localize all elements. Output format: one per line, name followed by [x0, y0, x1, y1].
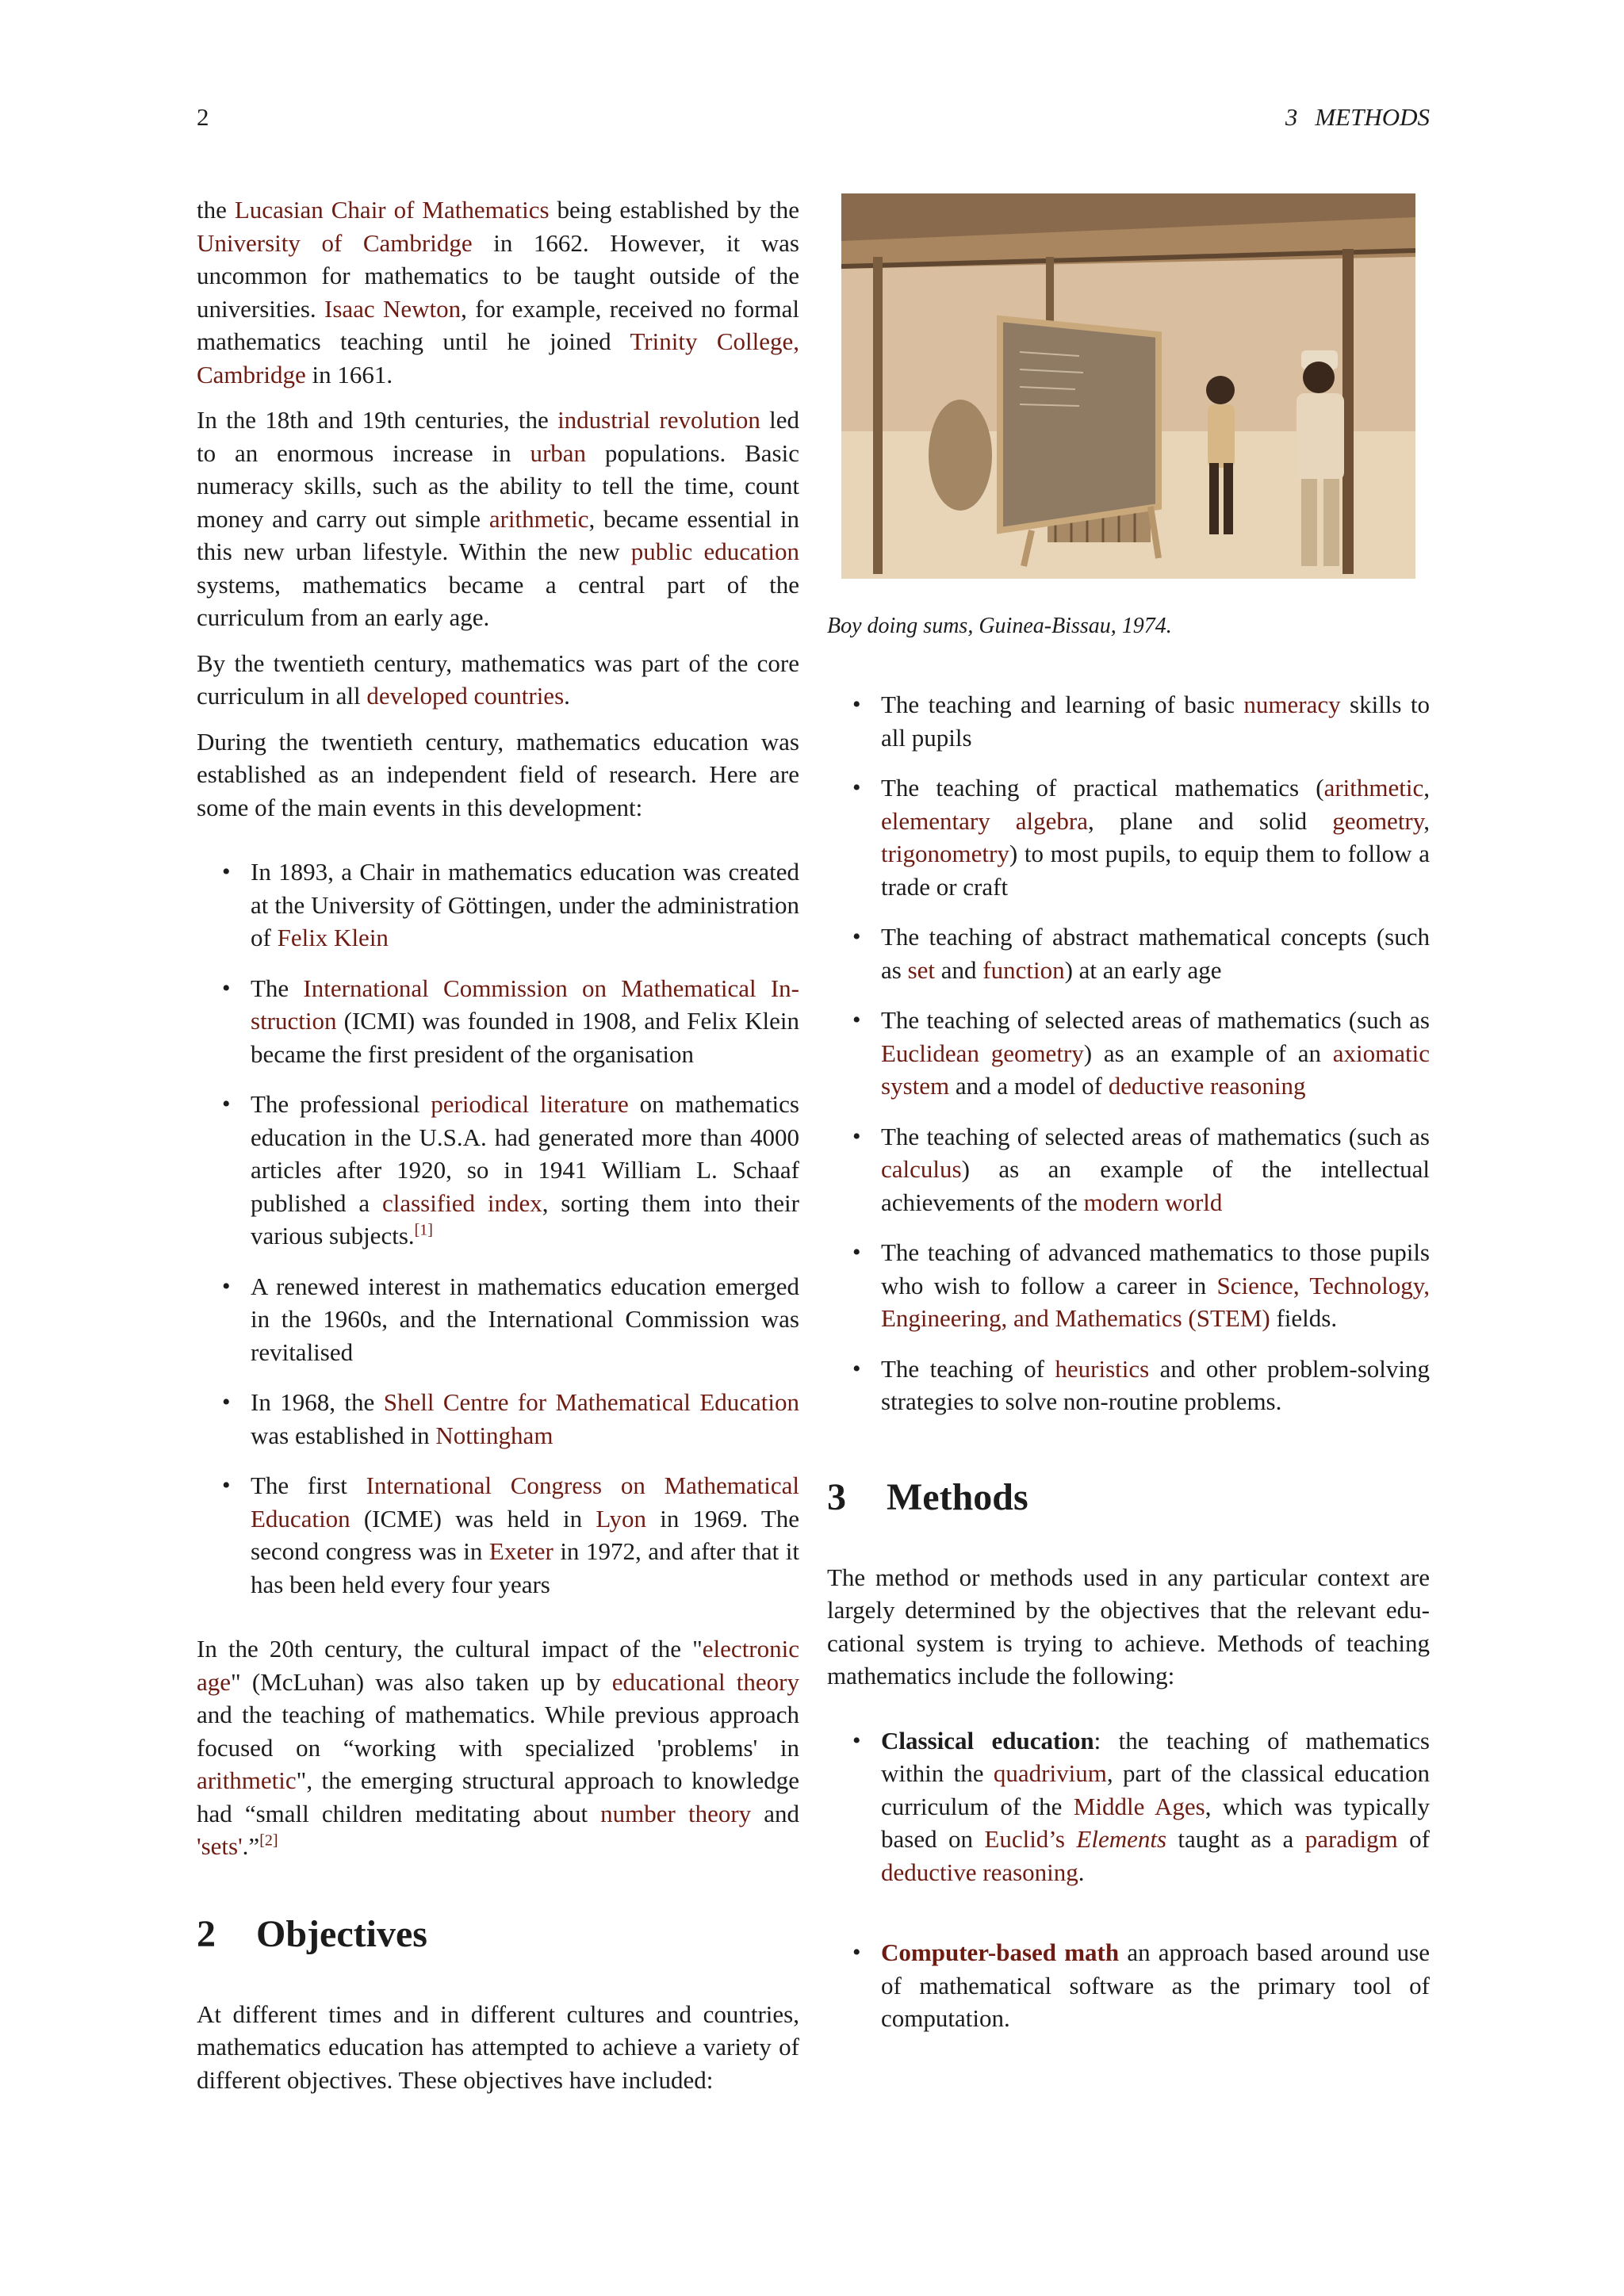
text: The teaching of abstract mathematical concepts (such as — [881, 923, 1430, 984]
link-computer-based-math[interactable]: Computer-based math — [881, 1938, 1120, 1966]
section-number: 3 — [827, 1475, 846, 1518]
link-stem[interactable]: Science, Technology, Engineering, and Mathematics (STEM) — [881, 1271, 1430, 1332]
link-university-of-cambridge[interactable]: University of Cambridge — [197, 228, 473, 257]
section-title: Objectives — [256, 1912, 427, 1955]
link-public-education[interactable]: public education — [630, 538, 799, 565]
text: was established in — [251, 1421, 436, 1449]
list-item — [251, 1088, 799, 1253]
list-item — [881, 1120, 1430, 1219]
text: ) at an early age — [1064, 955, 1222, 984]
section-heading-methods — [827, 1474, 1430, 1521]
list-item — [251, 1386, 799, 1452]
link-axiomatic-system[interactable]: axiomatic system — [881, 1039, 1430, 1100]
list-item — [251, 855, 799, 955]
text: led to an enormous increase in — [197, 406, 799, 467]
text: By the twentieth century, mathematics was part of the core curriculum in all — [197, 649, 799, 710]
text: and — [935, 955, 983, 984]
list-item — [881, 1353, 1430, 1418]
paragraph-methods-intro: The method or methods used in any particular context are largely determined by the objectives that the relevant educational system is trying to achieve. Methods of teaching mathematics include the following: — [827, 1563, 1430, 1689]
running-header — [1285, 101, 1430, 133]
list-item — [881, 920, 1430, 986]
reference-link[interactable]: [1] — [414, 1221, 433, 1239]
text: ) as an example of the intellectual achievements of the — [881, 1155, 1430, 1216]
list-item — [881, 1936, 1430, 2035]
text: Euclid’s — [984, 1825, 1077, 1853]
text: . — [1078, 1858, 1085, 1886]
link-isaac-newton[interactable]: Isaac Newton — [324, 294, 462, 323]
objectives-list — [827, 688, 1430, 1418]
link-deductive-reasoning[interactable]: deductive reasoning — [1108, 1072, 1306, 1100]
running-header-number: 3 — [1285, 103, 1298, 131]
text: , — [1423, 806, 1430, 835]
link-sets[interactable]: 'sets' — [197, 1832, 243, 1860]
paragraph-electronic-age — [197, 1632, 799, 1863]
text: ", the emerging structural approach to knowledge had “small children meditating about — [197, 1766, 799, 1827]
text: fields. — [1270, 1304, 1338, 1332]
text: systems, mathematics became a central part of the curriculum from an early age. — [197, 570, 799, 631]
text: In 1968, the — [251, 1388, 384, 1416]
link-lyon[interactable]: Lyon — [596, 1504, 647, 1533]
text: taught as a — [1166, 1825, 1305, 1853]
link-trigonometry[interactable]: trigonometry — [881, 840, 1009, 867]
events-list — [197, 855, 799, 1601]
text: The professional — [251, 1090, 431, 1118]
text: in 1662. However, it was uncommon for mathematics to be taught outside of the universities. — [197, 228, 799, 323]
text: The teaching of — [881, 1354, 1055, 1383]
link-periodical-literature[interactable]: periodical literature — [431, 1090, 629, 1118]
link-nottingham[interactable]: Nottingham — [435, 1421, 553, 1449]
link-educational-theory[interactable]: educational theory — [611, 1667, 799, 1696]
text: : the teaching of mathematics within the — [881, 1726, 1430, 1787]
text: A renewed interest in mathematics education emerged in the 1960s, and the International Commission was revitalised — [251, 1272, 799, 1366]
link-set[interactable]: set — [907, 955, 936, 984]
link-icmi[interactable]: International Commission on Mathematical Instruction — [251, 974, 799, 1035]
paragraph-objectives-intro: At different times and in different cultures and countries, mathematics education has attempted to achieve a variety of different objectives. These objectives have included: — [197, 1999, 799, 2094]
link-arithmetic[interactable]: arithmetic — [1323, 774, 1424, 802]
text: The teaching of selected areas of mathematics (such as — [881, 1006, 1430, 1034]
text: (ICME) was held in — [350, 1504, 596, 1533]
text: .” — [242, 1832, 260, 1860]
link-exeter[interactable]: Exeter — [488, 1537, 553, 1565]
text: being established by the — [549, 196, 800, 224]
link-felix-klein[interactable]: Felix Klein — [277, 924, 389, 951]
paragraph-twentieth-century — [197, 647, 799, 713]
link-arithmetic[interactable]: arithmetic — [197, 1766, 297, 1794]
text: in 1661. — [305, 360, 393, 388]
section-heading-objectives — [197, 1911, 799, 1958]
link-euclids-elements[interactable] — [984, 1825, 1166, 1853]
link-function[interactable]: function — [982, 955, 1065, 984]
link-deductive-reasoning[interactable]: deductive reasoning — [881, 1858, 1078, 1886]
list-item — [251, 1270, 799, 1369]
link-number-theory[interactable]: number theory — [600, 1799, 752, 1827]
classroom-illustration — [841, 193, 1415, 579]
text: in 1972, and after that it has been held every four years — [251, 1537, 799, 1598]
link-modern-world[interactable]: modern world — [1083, 1188, 1223, 1216]
link-paradigm[interactable]: paradigm — [1304, 1825, 1398, 1853]
text: skills to all pupils — [881, 691, 1430, 752]
list-item — [881, 771, 1430, 903]
text: The — [251, 974, 304, 1002]
list-item — [251, 972, 799, 1071]
text: ) to most pupils, to equip them to follow a trade or craft — [881, 840, 1430, 901]
link-middle-ages[interactable]: Middle Ages — [1073, 1792, 1205, 1820]
link-electronic-age[interactable]: electronic age — [197, 1635, 799, 1696]
link-classified-index[interactable]: classified index — [381, 1188, 542, 1217]
text: and the teaching of mathematics. While previous approach focused on “working with specialized 'problems' in — [197, 1701, 799, 1762]
list-item — [881, 1724, 1430, 1889]
text: The teaching of practical mathematics ( — [881, 774, 1324, 802]
section-title: Methods — [887, 1475, 1028, 1518]
link-quadrivium[interactable]: quadrivium — [993, 1759, 1107, 1787]
text: , — [1423, 774, 1430, 802]
text: and other problem-solving strategies to solve non-routine problems. — [881, 1354, 1430, 1415]
text: The teaching of advanced mathematics to those pupils who wish to follow a career in — [881, 1238, 1430, 1299]
link-industrial-revolution[interactable]: industrial revolution — [557, 406, 760, 434]
link-urban[interactable]: urban — [530, 438, 587, 467]
link-elementary-algebra[interactable]: elementary algebra — [881, 806, 1088, 835]
text: in 1969. The second congress was in — [251, 1504, 800, 1565]
list-item — [881, 1004, 1430, 1103]
text: the — [197, 196, 235, 224]
list-item — [251, 1469, 799, 1601]
text: In the 20th century, the cultural impact of the " — [197, 1635, 703, 1663]
text: of — [1397, 1825, 1430, 1853]
text: on mathematics education in the U.S.A. had generated more than 4000 articles after 1920, so in 1941 William L. Schaaf published a — [251, 1090, 799, 1217]
link-heuristics[interactable]: heuristics — [1055, 1354, 1150, 1383]
text: and — [751, 1799, 800, 1827]
text: , sorting them into their various subjects. — [251, 1188, 799, 1249]
text: The teaching and learning of basic — [881, 691, 1244, 718]
link-numeracy[interactable]: numeracy — [1243, 691, 1341, 718]
text: populations. Basic numeracy skills, such as the ability to tell the time, count money and carry out simple — [197, 438, 799, 533]
text: In the 18th and 19th centuries, the — [197, 406, 558, 434]
link-developed-countries[interactable]: developed countries — [366, 682, 565, 710]
section-number: 2 — [197, 1912, 216, 1955]
text: , which was typically based on — [881, 1792, 1430, 1853]
link-calculus[interactable]: calculus — [881, 1155, 962, 1183]
link-trinity-college[interactable]: Trinity College, Cambridge — [197, 327, 799, 388]
term-classical-education: Classical education — [881, 1726, 1094, 1755]
paragraph-cambridge — [197, 193, 799, 391]
link-icme[interactable]: International Congress on Mathematical Education — [251, 1471, 799, 1533]
text: The first — [251, 1471, 366, 1499]
text: (ICMI) was founded in 1908, and Felix Klein became the first president of the organisation — [251, 1007, 799, 1068]
methods-list — [827, 1724, 1430, 2035]
text: , part of the classical education curriculum of the — [881, 1759, 1430, 1820]
paragraph-independent-field: During the twentieth century, mathematics education was established as an independent field of research. Here are some of the main events in this development: — [197, 727, 799, 821]
page-number: 2 — [197, 103, 209, 131]
link-arithmetic[interactable]: arithmetic — [488, 504, 589, 533]
reference-link[interactable]: [2] — [259, 1831, 278, 1850]
text: The teaching of selected areas of mathematics (such as — [881, 1122, 1430, 1150]
classroom-photo — [841, 193, 1415, 579]
running-header-title: METHODS — [1315, 103, 1430, 131]
text: " (McLuhan) was also taken up by — [231, 1667, 612, 1696]
paragraph-industrial — [197, 404, 799, 634]
left-column — [197, 193, 799, 2109]
text: Elements — [1076, 1825, 1167, 1853]
link-euclidean-geometry[interactable]: Euclidean geometry — [881, 1039, 1084, 1067]
photo-caption: Boy doing sums, Guinea-Bissau, 1974. — [827, 614, 1172, 638]
text: an approach based around use of mathematical software as the primary tool of computation. — [881, 1938, 1430, 2032]
text: and a model of — [949, 1072, 1109, 1100]
list-item — [881, 688, 1430, 754]
list-item — [881, 1236, 1430, 1335]
link-geometry[interactable]: geometry — [1332, 806, 1424, 835]
link-shell-centre[interactable]: Shell Centre for Mathematical Education — [383, 1388, 800, 1416]
text: , plane and solid — [1087, 806, 1333, 835]
link-lucasian-chair[interactable]: Lucasian Chair of Mathematics — [234, 196, 550, 224]
text: . — [564, 682, 570, 710]
right-column — [827, 193, 1430, 2067]
text: , for example, received no formal mathematics teaching until he joined — [197, 294, 800, 355]
page-header — [197, 101, 1430, 141]
text: , became essential in this new urban lifestyle. Within the new — [197, 504, 799, 565]
text: In 1893, a Chair in mathematics education was created at the University of Göttingen, under the administration of — [251, 858, 799, 951]
text: ) as an example of an — [1083, 1039, 1333, 1067]
